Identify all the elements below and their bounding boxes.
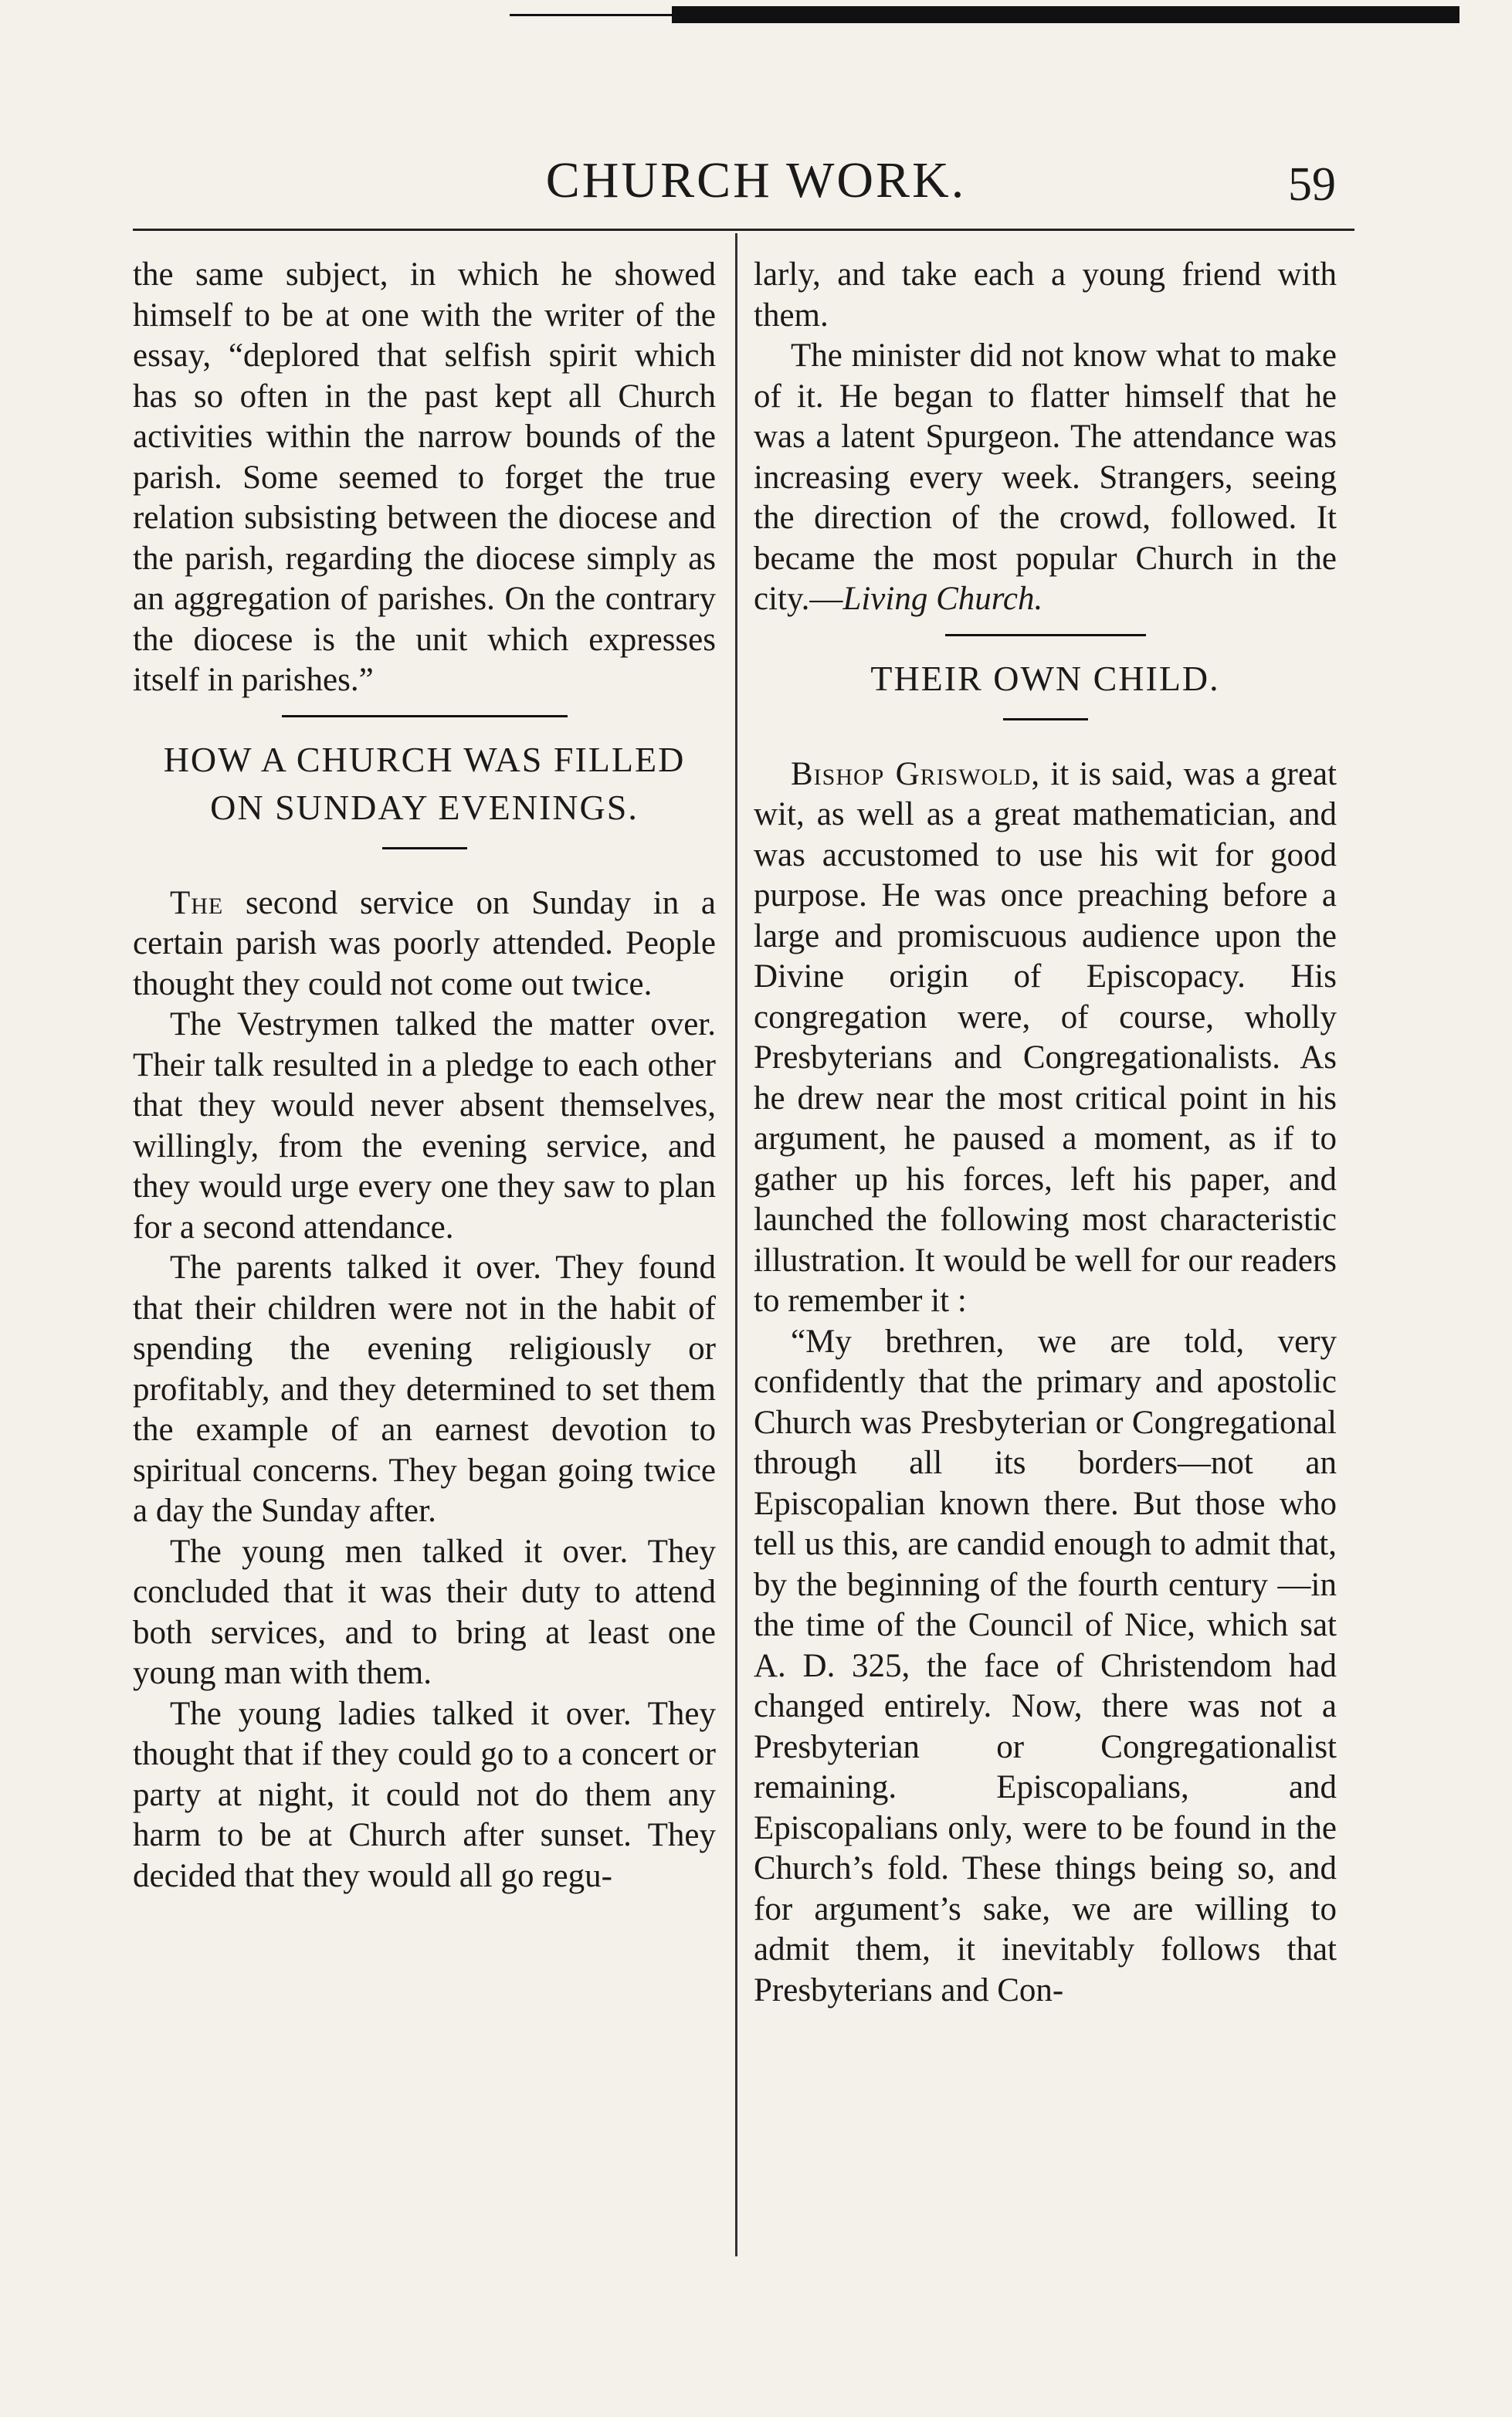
- article-paragraph: [133, 883, 716, 1005]
- ornament-rule: [945, 634, 1146, 636]
- article-heading: [754, 655, 1337, 703]
- article-paragraph: “My brethren, we are told, very confidently that the primary and apostolic Church was Presbyterian or Congregational through all its borders—not an Episcopalian known there. But those who tell us this, are candid enough to admit that, by the beginning of the fourth century —in the time of the Council of Nice, which sat A. D. 325, the face of Christendom had changed entirely. Now, there was not a Presbyterian or Congregationalist remaining. Episcopalians, and Episcopalians only, were to be found in the Church’s fold. These things being so, and for argument’s sake, we are willing to admit them, it inevitably follows that Presbyterians and Con-: [754, 1323, 1337, 2009]
- paragraph-body: second service on Sunday in a certain parish was poorly attended. People thought they could not come out twice.: [133, 884, 716, 1002]
- article-paragraph: The parents talked it over. They found that their children were not in the habit of spending the evening religiously or profitably, and they determined to set them the example of an earnest devotion to spiritual concerns. They began going twice a day the Sunday after.: [133, 1249, 716, 1529]
- article-paragraph: [754, 754, 1337, 1322]
- article-paragraph: [754, 336, 1337, 620]
- ornament-rule: [282, 715, 568, 717]
- top-edge-rule: [510, 6, 1459, 28]
- paragraph-body: it is said, was a great wit, as well as a great mathematician, and was accustomed to use his wit for good purpose. He was once preaching before a large and promiscuous audience upon the Divine origin of Episcopacy. His congregation were, of course, wholly Presbyterians and Congregationalists. As he drew near the most critical point in his argument, he paused a moment, as if to gather up his forces, left his paper, and launched the following most characteristic illustration. It would be well for our readers to remember it :: [754, 755, 1337, 1319]
- heading-underline: [1003, 718, 1088, 720]
- running-title: CHURCH WORK.: [545, 152, 967, 208]
- heading-underline: [382, 847, 467, 849]
- page-number: 59: [1288, 158, 1336, 211]
- article-heading-line: THEIR OWN CHILD.: [870, 658, 1220, 698]
- article-paragraph: The young ladies talked it over. They thought that if they could go to a concert or party at night, it could not do them any harm to be at Church after sunset. They decided that they would all go regu-: [133, 1695, 716, 1894]
- continued-paragraph: larly, and take each a young friend with them.: [754, 256, 1337, 334]
- section-ornament: [133, 715, 716, 717]
- article-heading: [133, 736, 716, 832]
- column-divider: [735, 233, 737, 2256]
- top-thick-rule: [672, 6, 1459, 23]
- article-paragraph: The young men talked it over. They concluded that it was their duty to attend both services, and to bring at least one young man with them.: [133, 1533, 716, 1691]
- paragraph-opening: The: [170, 884, 224, 921]
- article-heading-line-1: HOW A CHURCH WAS FILLED: [163, 739, 686, 779]
- header-rule: [133, 229, 1354, 231]
- article-heading-line-2: ON SUNDAY EVENINGS.: [210, 787, 639, 827]
- continued-paragraph: the same subject, in which he showed himself to be at one with the writer of the essay, “deplored that selfish spirit which has so often in the past kept all Church activities within the narrow bounds of the parish. Some seemed to forget the true relation subsisting between the diocese and the parish, regarding the diocese simply as an aggregation of parishes. On the contrary the diocese is the unit which expresses itself in parishes.”: [133, 256, 716, 698]
- paragraph-opening: Bishop Griswold,: [791, 755, 1041, 792]
- paragraph-body: The minister did not know what to make of it. He began to flatter himself that he was a latent Spurgeon. The attendance was increasing every week. Strangers, seeing the direction of the crowd, followed. It became the most popular Church in the city.—: [754, 337, 1337, 617]
- left-column: [133, 255, 716, 1897]
- source-citation: Living Church.: [842, 581, 1043, 617]
- section-ornament: [754, 634, 1337, 636]
- right-column: [754, 255, 1337, 2011]
- article-paragraph: The Vestrymen talked the matter over. Their talk resulted in a pledge to each other that they would never absent themselves, willingly, from the evening service, and they would urge every one they saw to plan for a second attendance.: [133, 1006, 716, 1246]
